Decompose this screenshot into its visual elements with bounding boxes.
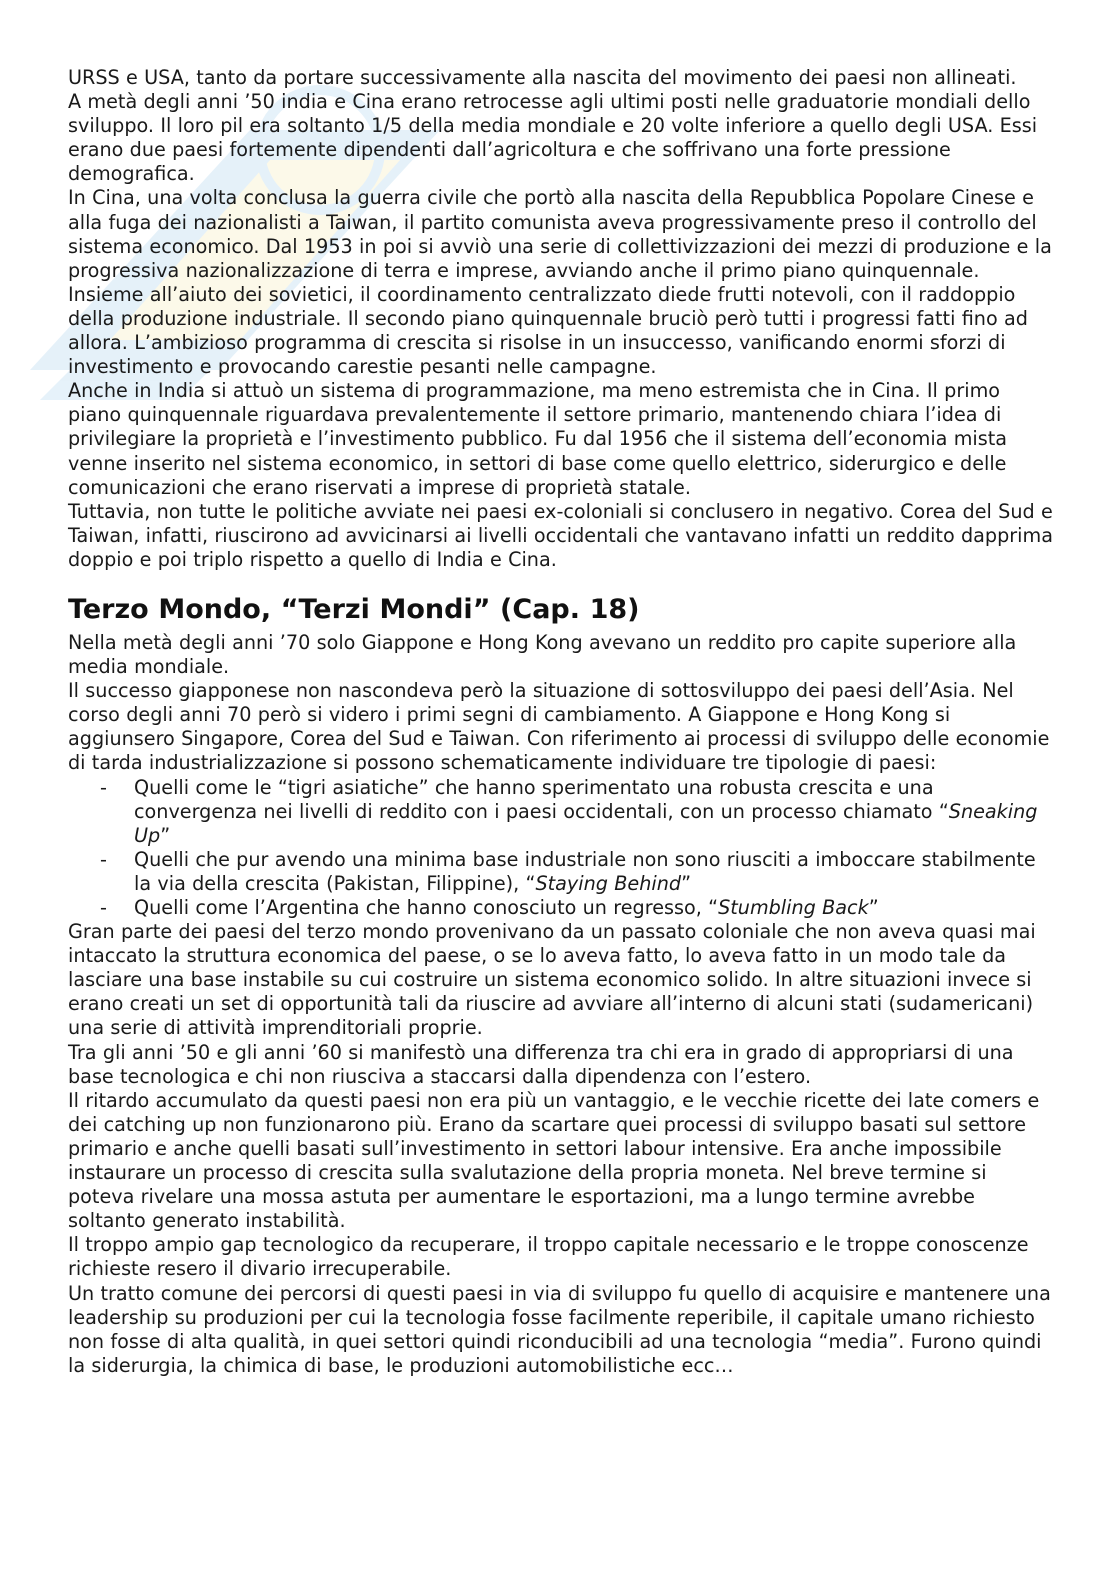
list-item bbox=[100, 847, 1058, 896]
list-dash: - bbox=[100, 896, 107, 919]
list-item-text: Quelli come l’Argentina che hanno conosciuto un regresso, “ bbox=[134, 896, 719, 919]
typology-list bbox=[68, 776, 1058, 921]
paragraph-corea-taiwan: Tuttavia, non tutte le politiche avviate nei paesi ex-coloniali si conclusero in negativo. Corea del Sud e Taiwan, infatti, riuscirono ad avvicinarsi ai livelli occidentali che vantavano infatti un reddito dapprima doppio e poi triplo rispetto a quello di India e Cina. bbox=[68, 499, 1053, 571]
paragraph-tratto-comune: Un tratto comune dei percorsi di questi paesi in via di sviluppo fu quello di acquisire e mantenere una leadership su produzioni per cui la tecnologia fosse facilmente reperibile, il capitale umano richiesto non fosse di alta qualità, in quei settori quindi riconducibili ad una tecnologia “media”. Furono quindi la siderurgia, la chimica di base, le produzioni automobilistiche ecc… bbox=[68, 1281, 1051, 1377]
paragraph-india-cina: A metà degli anni ’50 india e Cina erano retrocesse agli ultimi posti nelle graduatorie mondiali dello sviluppo. Il loro pil era soltanto 1/5 della media mondiale e 20 volte inferiore a quello degli USA. Essi erano due paesi fortemente dipendenti dall’agricoltura e che soffrivano una forte pressione demografica. bbox=[68, 90, 1038, 186]
paragraph-passato-coloniale: Gran parte dei paesi del terzo mondo provenivano da un passato coloniale che non aveva quasi mai intaccato la struttura economica del paese, o se lo aveva fatto, lo aveva fatto in un modo tale da lasciare una base instabile su cui costruire un sistema economico solido. In altre situazioni invece si erano creati un set di opportunità tali da riuscire ad avviare all’interno di alcuni stati (sudamericani) una serie di attività imprenditoriali proprie. bbox=[68, 920, 1036, 1040]
paragraph-india: Anche in India si attuò un sistema di programmazione, ma meno estremista che in Cina. Il primo piano quinquennale riguardava prevalentemente il settore primario, mantenendo chiara l’idea di privilegiare la proprietà e l’investimento pubblico. Fu dal 1956 che il sistema dell’economia mista venne inserito nel sistema economico, in settori di base come quello elettrico, siderurgico e delle comunicazioni che erano riservati a imprese di proprietà statale. bbox=[68, 379, 1008, 499]
list-dash: - bbox=[100, 847, 107, 871]
list-item-close-quote: ” bbox=[681, 871, 692, 895]
section-heading: Terzo Mondo, “Terzi Mondi” (Cap. 18) bbox=[68, 593, 640, 625]
list-dash: - bbox=[100, 775, 107, 799]
list-item bbox=[100, 896, 1058, 920]
document-body bbox=[68, 66, 1058, 1378]
paragraph-ritardo: Il ritardo accumulato da questi paesi non era più un vantaggio, e le vecchie ricette dei late comers e dei catching up non funzionarono più. Erano da scartare quei processi di sviluppo basati sul settore primario e anche quelli basati sull’investimento in settori labour intensive. Era anche impossibile instaurare un processo di crescita sulla svalutazione della propria moneta. Nel breve termine si poteva rivelare una mossa astuta per aumentare le esportazioni, ma a lungo termine avrebbe soltanto generato instabilità. bbox=[68, 1088, 1040, 1233]
list-item-close-quote: ” bbox=[160, 823, 171, 847]
list-item-text: Quelli come le “tigri asiatiche” che hanno sperimentato una robusta crescita e una convergenza nei livelli di reddito con i paesi occidentali, con un processo chiamato “ bbox=[134, 775, 949, 823]
paragraph-successo-giapponese: Il successo giapponese non nascondeva però la situazione di sottosviluppo dei paesi dell’Asia. Nel corso degli anni 70 però si videro i primi segni di cambiamento. A Giappone e Hong Kong si aggiunsero Singapore, Corea del Sud e Taiwan. Con riferimento ai processi di sviluppo delle economie di tarda industrializzazione si possono schematicamente individuare tre tipologie di paesi: bbox=[68, 679, 1050, 775]
list-item-term: Stumbling Back bbox=[718, 896, 869, 919]
list-item-text: Quelli che pur avendo una minima base industriale non sono riusciti a imboccare stabilmente la via della crescita (Pakistan, Filippine), “ bbox=[134, 847, 1036, 895]
list-item-term: Staying Behind bbox=[535, 871, 682, 895]
list-item-close-quote: ” bbox=[868, 896, 879, 919]
paragraph-anni-70: Nella metà degli anni ’70 solo Giappone e Hong Kong avevano un reddito pro capite superiore alla media mondiale. bbox=[68, 630, 1017, 679]
paragraph-base-tecnologica: Tra gli anni ’50 e gli anni ’60 si manifestò una differenza tra chi era in grado di appropriarsi di una base tecnologica e chi non riusciva a staccarsi dalla dipendenza con l’estero. bbox=[68, 1040, 1014, 1088]
list-item bbox=[100, 775, 1058, 848]
paragraph-urss-usa: URSS e USA, tanto da portare successivamente alla nascita del movimento dei paesi non allineati. bbox=[68, 66, 1017, 89]
paragraph-gap-tecnologico: Il troppo ampio gap tecnologico da recuperare, il troppo capitale necessario e le troppe conoscenze richieste resero il divario irrecuperabile. bbox=[68, 1233, 1029, 1281]
paragraph-cina: In Cina, una volta conclusa la guerra civile che portò alla nascita della Repubblica Popolare Cinese e alla fuga dei nazionalisti a Taiwan, il partito comunista aveva progressivamente preso il controllo del sistema economico. Dal 1953 in poi si avviò una serie di collettivizzazioni dei mezzi di produzione e la progressiva nazionalizzazione di terra e imprese, avviando anche il primo piano quinquennale. Insieme all’aiuto dei sovietici, il coordinamento centralizzato diede frutti notevoli, con il raddoppio della produzione industriale. Il secondo piano quinquennale bruciò però tutti i progressi fatti fino ad allora. L’ambizioso programma di crescita si risolse in un insuccesso, vanificando enormi sforzi di investimento e provocando carestie pesanti nelle campagne. bbox=[68, 186, 1052, 379]
list-item-term: Sneaking Up bbox=[134, 799, 1038, 847]
